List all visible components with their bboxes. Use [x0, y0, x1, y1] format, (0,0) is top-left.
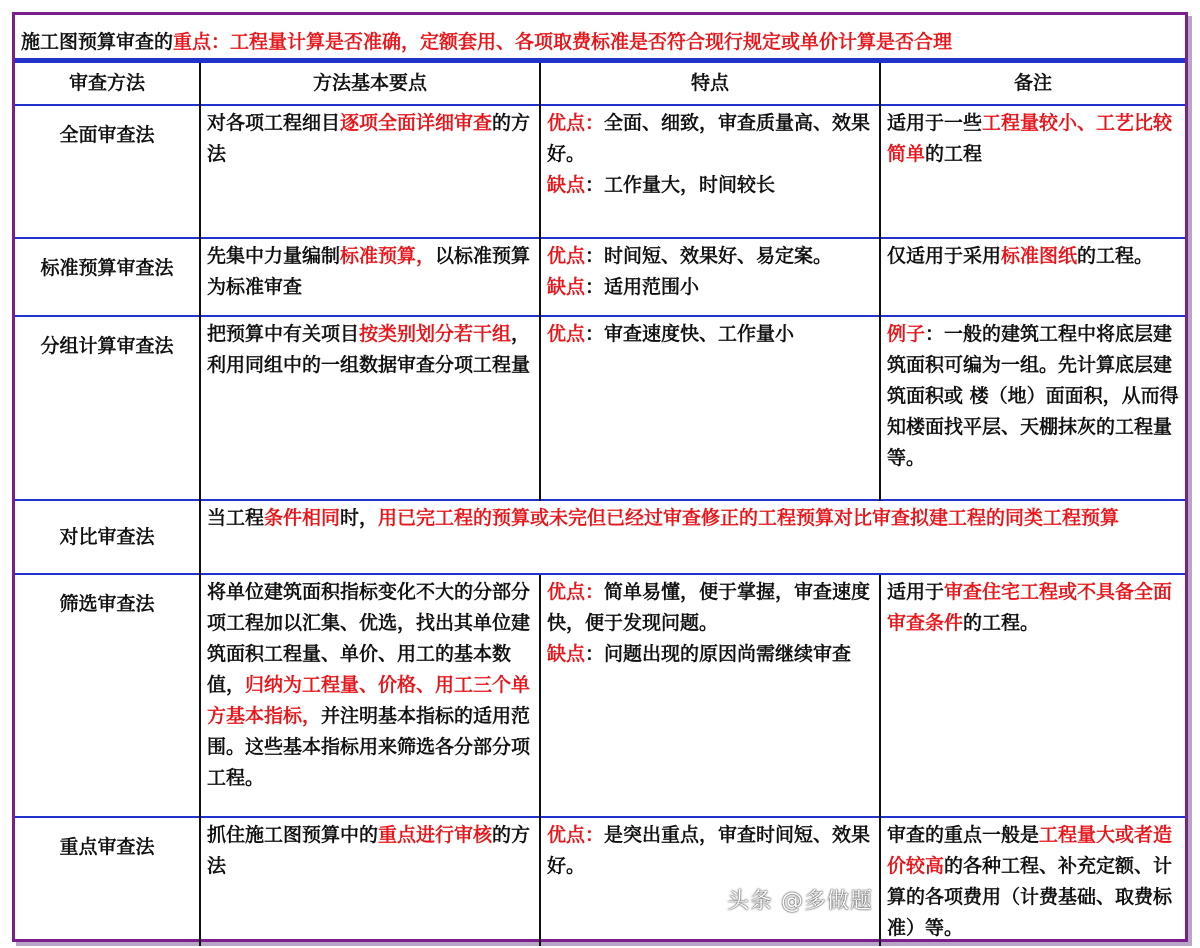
method-features [540, 316, 880, 500]
text-segment: 施工图预算审查的 [21, 31, 174, 53]
text-segment: 适用于一些 [887, 112, 983, 134]
method-points [200, 574, 540, 817]
header-notes: 备注 [880, 62, 1185, 105]
table-row [15, 238, 1185, 316]
text-segment: 先集中力量编制 [207, 245, 341, 267]
text-segment: 的工程 [925, 143, 983, 165]
text-segment: ：审查速度快、工作量小 [585, 323, 795, 345]
text-segment: 适用于 [887, 581, 945, 603]
text-segment: 审查的重点一般是 [887, 824, 1040, 846]
method-points [200, 316, 540, 500]
text-segment: 是突出重点，审查时间短、效果好。 [547, 824, 871, 877]
method-points [200, 817, 540, 946]
text-segment: ：一般的建筑工程中将底层建筑面积可编为一组。先计算底层建筑面积或 楼（地）面面积，从而得知楼面找平层、天棚抹灰的工程量等。 [887, 323, 1179, 469]
highlight-text: 标准图纸 [1001, 245, 1078, 267]
method-points [200, 105, 540, 238]
table-row [15, 574, 1185, 817]
highlight-text: 按类别划分若干组 [359, 323, 512, 345]
method-name: 筛选审查法 [15, 574, 200, 817]
text-segment: ：工作量大，时间较长 [585, 174, 776, 196]
text-segment: ，利用同组中的一组数据审查分项工程量 [207, 323, 531, 376]
header-features: 特点 [540, 62, 880, 105]
highlight-text: 归纳为工程量、价格、用工三个单方基本指标， [207, 674, 531, 727]
highlight-text: 工程量较小、工艺比较简单 [887, 112, 1173, 165]
text-segment: 把预算中有关项目 [207, 323, 360, 345]
table-row [15, 500, 1185, 574]
highlight-text: 逐项全面详细审查 [340, 112, 493, 134]
highlight-text: 优点 [547, 323, 586, 345]
text-segment: ：问题出现的原因尚需继续审查 [585, 643, 852, 665]
method-notes [880, 574, 1185, 817]
method-notes [880, 105, 1185, 238]
method-name: 分组计算审查法 [15, 316, 200, 500]
highlight-text: 优点： [547, 112, 605, 134]
highlight-text: 缺点 [547, 276, 586, 298]
method-features [540, 105, 880, 238]
highlight-text: 例子 [887, 323, 926, 345]
method-name: 标准预算审查法 [15, 238, 200, 316]
header-method: 审查方法 [15, 62, 200, 105]
method-notes [880, 238, 1185, 316]
highlight-text: 优点： [547, 581, 605, 603]
review-methods-table-frame [12, 12, 1188, 942]
text-segment: 的各种工程、补充定额、计算的各项费用（计费基础、取费标准）等。 [887, 855, 1173, 939]
text-segment: ：适用范围小 [585, 276, 700, 298]
highlight-text: 条件相同 [264, 507, 341, 529]
text-segment: 时， [340, 507, 379, 529]
highlight-text: 工程量大或者造价较高 [887, 824, 1173, 877]
method-name: 重点审查法 [15, 817, 200, 946]
text-segment: 当工程 [207, 507, 265, 529]
table-row [15, 817, 1185, 946]
table-row [15, 105, 1185, 238]
highlight-text: 重点进行审核 [378, 824, 493, 846]
text-segment: 全面、细致，审查质量高、效果好。 [547, 112, 871, 165]
highlight-text: 审查住宅工程或不具备全面审查条件 [887, 581, 1173, 634]
text-segment: ：时间短、效果好、易定案。 [585, 245, 833, 267]
text-segment: 的方法 [207, 112, 531, 165]
text-segment: 并注明基本指标的适用范围。这些基本指标用来筛选各分部分项工程。 [207, 705, 531, 789]
method-description [200, 500, 1185, 574]
highlight-text: 标准预算， [340, 245, 436, 267]
header-points: 方法基本要点 [200, 62, 540, 105]
header-row [15, 62, 1185, 105]
method-notes [880, 817, 1185, 946]
highlight-text: 重点：工程量计算是否准确，定额套用、各项取费标准是否符合现行规定或单价计算是否合理 [173, 31, 953, 53]
method-points [200, 238, 540, 316]
review-methods-table [15, 61, 1185, 946]
method-name: 全面审查法 [15, 105, 200, 238]
highlight-text: 优点： [547, 824, 605, 846]
table-title [15, 23, 1185, 61]
table-row [15, 316, 1185, 500]
text-segment: 简单易懂，便于掌握，审查速度快，便于发现问题。 [547, 581, 871, 634]
method-name: 对比审查法 [15, 500, 200, 574]
method-features [540, 574, 880, 817]
method-notes [880, 316, 1185, 500]
highlight-text: 缺点 [547, 643, 586, 665]
highlight-text: 用已完工程的预算或未完但已经过审查修正的工程预算对比审查拟建工程的同类工程预算 [378, 507, 1120, 529]
text-segment: 的方法 [207, 824, 531, 877]
highlight-text: 优点 [547, 245, 586, 267]
highlight-text: 缺点 [547, 174, 586, 196]
text-segment: 以标准预算为标准审查 [207, 245, 531, 298]
text-segment: 对各项工程细目 [207, 112, 341, 134]
text-segment: 仅适用于采用 [887, 245, 1002, 267]
text-segment: 将单位建筑面积指标变化不大的分部分项工程加以汇集、优选，找出其单位建筑面积工程量、单价、用工的基本数值， [207, 581, 531, 696]
method-features [540, 817, 880, 946]
watermark: 头条 @多做题 [727, 889, 873, 914]
text-segment: 的工程。 [1077, 245, 1154, 267]
text-segment: 抓住施工图预算中的 [207, 824, 379, 846]
text-segment: 的工程。 [963, 612, 1040, 634]
method-features [540, 238, 880, 316]
